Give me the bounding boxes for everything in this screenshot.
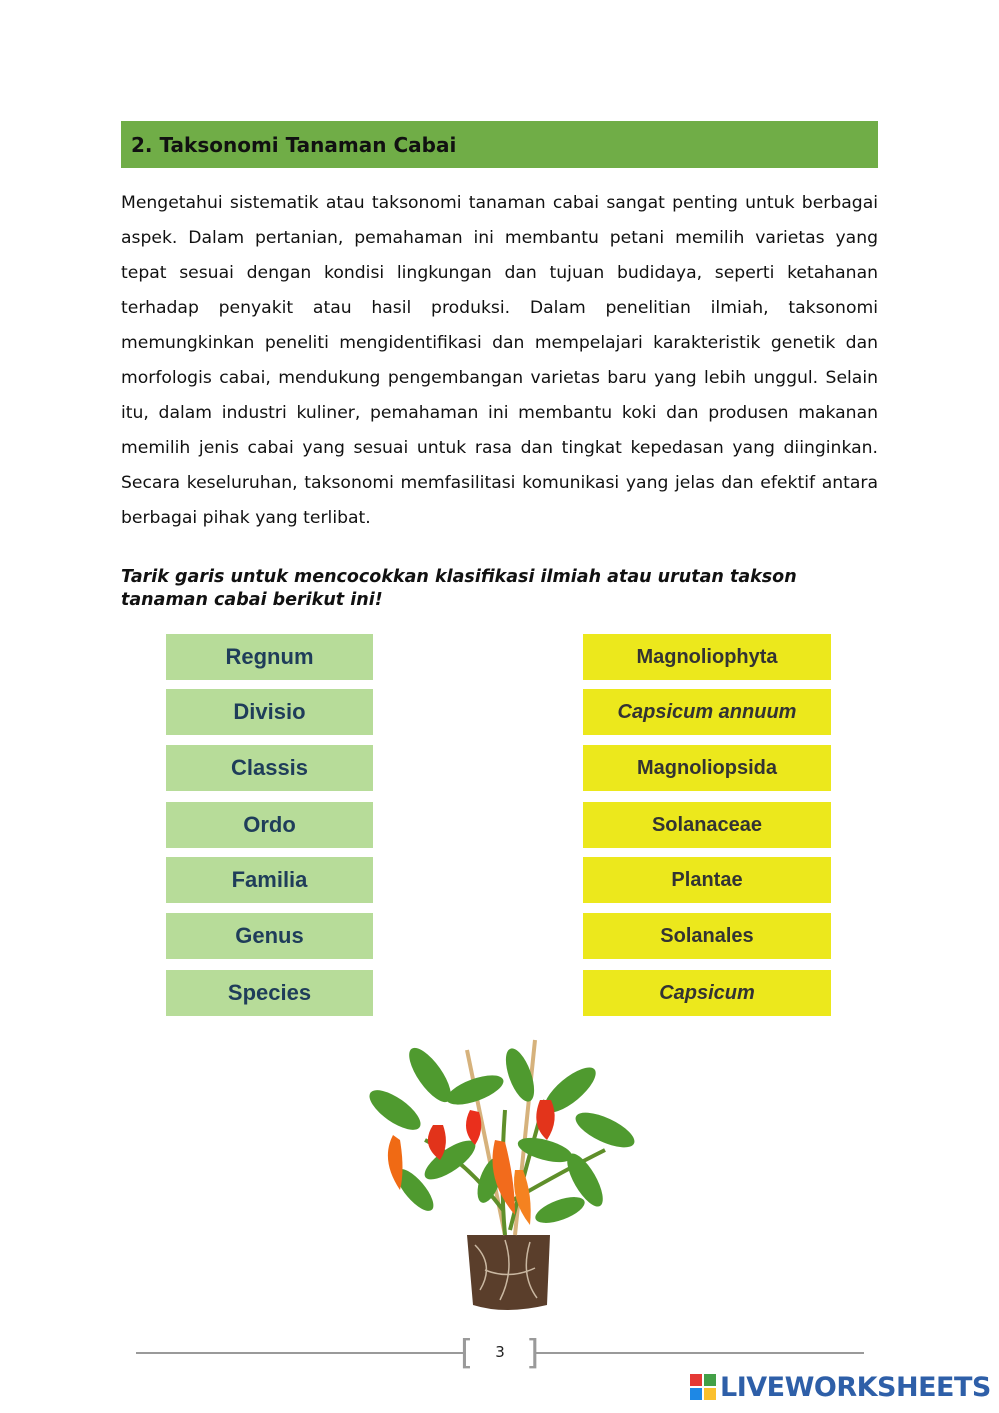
body-line: tepat sesuai dengan kondisi lingkungan dan tujuan budidaya, seperti ketahanan bbox=[121, 263, 878, 283]
section-header bbox=[121, 121, 878, 168]
body-line: morfologis cabai, mendukung pengembangan varietas baru yang lebih unggul. Selain bbox=[121, 368, 878, 388]
taxon-box-capsicum[interactable]: Capsicum bbox=[583, 970, 831, 1016]
rank-box-classis[interactable]: Classis bbox=[166, 745, 373, 791]
rank-box-divisio[interactable]: Divisio bbox=[166, 689, 373, 735]
taxon-box-plantae[interactable]: Plantae bbox=[583, 857, 831, 903]
instruction-text bbox=[121, 566, 878, 612]
taxon-box-magnoliopsida[interactable]: Magnoliopsida bbox=[583, 745, 831, 791]
rank-box-genus[interactable]: Genus bbox=[166, 913, 373, 959]
taxon-box-capsicum-annuum[interactable]: Capsicum annuum bbox=[583, 689, 831, 735]
body-line: antara berbagai pihak yang terlibat. bbox=[121, 473, 878, 528]
taxon-box-solanales[interactable]: Solanales bbox=[583, 913, 831, 959]
footer-divider-left bbox=[136, 1352, 466, 1354]
root-ball bbox=[467, 1235, 550, 1310]
rank-box-regnum[interactable]: Regnum bbox=[166, 634, 373, 680]
liveworksheets-logo-icon bbox=[690, 1374, 716, 1400]
body-line: Mengetahui sistematik atau taksonomi tanaman cabai sangat penting untuk berbagai bbox=[121, 193, 878, 213]
liveworksheets-brand bbox=[690, 1372, 991, 1402]
body-line: terhadap penyakit atau hasil produksi. Dalam penelitian ilmiah, taksonomi bbox=[121, 298, 878, 318]
footer-divider-right bbox=[536, 1352, 864, 1354]
body-line: itu, dalam industri kuliner, pemahaman ini membantu koki dan produsen makanan bbox=[121, 403, 878, 423]
brand-name: LIVEWORKSHEETS bbox=[720, 1371, 991, 1403]
taxon-box-solanaceae[interactable]: Solanaceae bbox=[583, 802, 831, 848]
instruction-line-2: cabai berikut ini! bbox=[214, 590, 383, 610]
body-paragraph bbox=[121, 186, 878, 536]
section-title: 2. Taksonomi Tanaman Cabai bbox=[131, 132, 457, 157]
rank-box-ordo[interactable]: Ordo bbox=[166, 802, 373, 848]
taxon-box-magnoliophyta[interactable]: Magnoliophyta bbox=[583, 634, 831, 680]
chili-plant-image bbox=[355, 1030, 645, 1315]
body-line: memilih jenis cabai yang sesuai untuk rasa dan tingkat kepedasan yang diinginkan. bbox=[121, 438, 878, 458]
rank-box-familia[interactable]: Familia bbox=[166, 857, 373, 903]
body-line: Secara keseluruhan, taksonomi memfasilitasi komunikasi yang jelas dan efektif bbox=[121, 473, 816, 493]
instruction-line-1: Tarik garis untuk mencocokkan klasifikasi ilmiah atau urutan takson tanaman bbox=[121, 567, 797, 610]
footer-bracket-right: ] bbox=[526, 1333, 540, 1373]
rank-box-species[interactable]: Species bbox=[166, 970, 373, 1016]
body-line: memungkinkan peneliti mengidentifikasi dan mempelajari karakteristik genetik dan bbox=[121, 333, 878, 353]
footer-bracket-left: [ bbox=[460, 1333, 474, 1373]
body-line: aspek. Dalam pertanian, pemahaman ini membantu petani memilih varietas yang bbox=[121, 228, 878, 248]
page-number: 3 bbox=[495, 1343, 505, 1361]
